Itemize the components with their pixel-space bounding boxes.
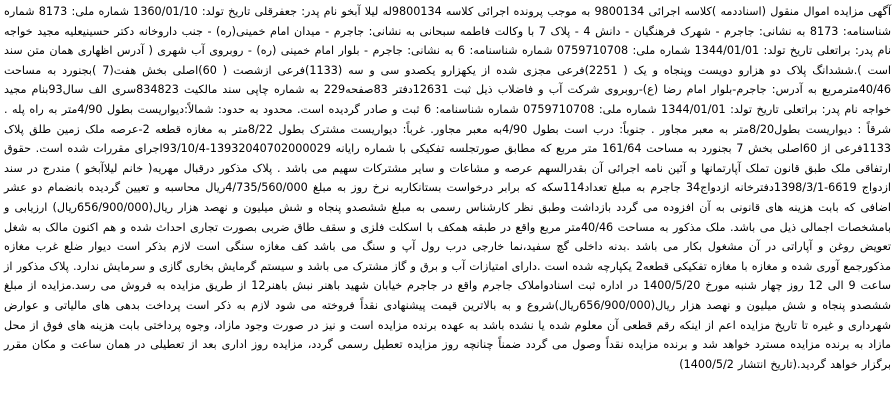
auction-notice-text: آگهی مزایده اموال منقول (اسناددمه )کلاسه اجرائی 9800134 به موجب پرونده اجرائی کلاسه 9800134له لیلا آبخو نام پدر: جعفرقلی تاریخ تولد: 1360/01/10 شماره ملی: 8173 شماره شناسنامه: 8173 به نشانی: جاجرم - شهرک فرهنگیان - دانش 4 - پلاک 7 با وکالت فاطمه سبحانی به نشانی: جاجرم - میدان امام خمینی(ره) - جنب داروخانه دکتر حسینیعلیه مجید خواجه نام پدر: براتعلی تاریخ تولد: 1344/01/01 شماره ملی: 0759710708 شماره شناسنامه: 6 به نشانی: جاجرم - بلوار امام خمینی (ره) - روبروی آب شهری ( آدرس اظهاری همان متن سند است ).ششدانگ پلاک دو هزارو دویست وپنجاه و یک ( 2251)فرعی مجزی شده از یکهزارو یکصدو سی و سه (1133)فرعی ازشصت ( 60)اصلی بخش هفت(7 )بجنورد به مساحت 40/46مترمربع به آدرس: جاجرم-بلوار امام رضا (ع)-روبروی شرکت آب و فاضلاب ذیل ثبت 12631دفتر 83صفحه229 به شماره چاپی سند مالکیت 834823سری الف سال93بنام مجید خواجه نام پدر: براتعلی تاریخ تولد: 1344/01/01 شماره ملی: 0759710708 شماره شناسنامه: 6 ثبت و صادر گردیده است. محدود به حدود: شمالاً:دیواریست بطول 4/90متر به راه پله . شرقاً : دیواریست بطول8/20متر به معبر مجاور . جنوباً: درب است بطول 4/90به معبر مجاور. غرباً: دیواریست مشترک بطول 8/22متر به مغازه قطعه 2-عرصه ملک زمین طلق پلاک 1133فرعی از 60اصلی بخش 7 بجنورد به مساحت 161/64 متر مربع که مطابق صورتجلسه تفکیکی با شماره رایانه 13932040702000029-93/10/4اجرای مقررات شده است. حقوق ارتفاقی ملک طبق قانون تملک آپارتمانها و آئین نامه اجرائی آن بقدرالسهم عرصه و مشاعات و سایر مشترکات سهیم می باشد . پلاک مذکور درقبال مهریه( خانم لیلاآبخو ) مندرج در سند ازدواج 6619-1398/3/1دفترخانه ازدواج34 جاجرم به مبلغ تعداد114سکه که برابر درخواست بستانکاربه نرخ روز به مبلغ 4/735/560/000ریال محاسبه و تعیین گردیده بانضمام دو عشر اضافی که بابت هزینه های قانونی به آن افزوده می گردد بازداشت وطبق نظر کارشناس رسمی به مبلغ ششصدو پنجاه و شش میلیون و نهصد هزار ریال(656/900/000ریال) ارزیابی و بامشخصات اجمالی ذیل می باشد. ملک مذکور به مساحت 40/46متر مربع واقع در طبقه همکف با اسکلت فلزی و سقف طاق ضربی بصورت تجاری احداث شده و هم اکنون مالک به شغل تعویض روغن و آپاراتی در آن مشغول بکار می باشد .بدنه داخلی گچ سفید،نما خارجی درب رول آپ و سنگ می باشد کف مغازه سنگی است لازم بذکر است دیوار ضلع غرب مغازه مذکورجمع آوری شده و مغازه با مغازه تفکیکی قطعه2 یکپارچه شده است .دارای امتیازات آب و برق و گاز مشترک می باشد و سیستم گرمایش بخاری گازی و سرمایش ندارد. پلاک مذکور از ساعت 9 الی 12 روز چهار شنبه مورخ 1400/5/20 در اداره ثبت اسنادواملاک جاجرم واقع در جاجرم خیابان شهید باهنر نبش باهنر12 از طریق مزایده به فروش می رسد.مزایده از مبلغ ششصدو پنجاه و شش میلیون و نهصد هزار ریال(656/900/000ریال)شروع و به بالاترین قیمت پیشنهادی نقداً فروخته می شود لازم به ذکر است پرداخت بدهی های مالیاتی و عوارض شهرداری و غیره تا تاریخ مزایده اعم از اینکه رقم قطعی آن معلوم شده یا نشده باشد به عهده برنده مزایده است و نیز در صورت وجود مازاد، وجوه پرداختی بابت هزینه های فوق از محل مازاد به برنده مزایده مسترد خواهد شد و برنده مزایده نقداً وصول می گردد ضمناً چنانچه روز مزایده تعطیل رسمی گردد، مزایده روز اداری بعد از تعطیلی در همان ساعت و مکان مقرر برگزار خواهد گردید.(تاریخ انتشار 1400/5/2) xyxy=(4,5,892,371)
